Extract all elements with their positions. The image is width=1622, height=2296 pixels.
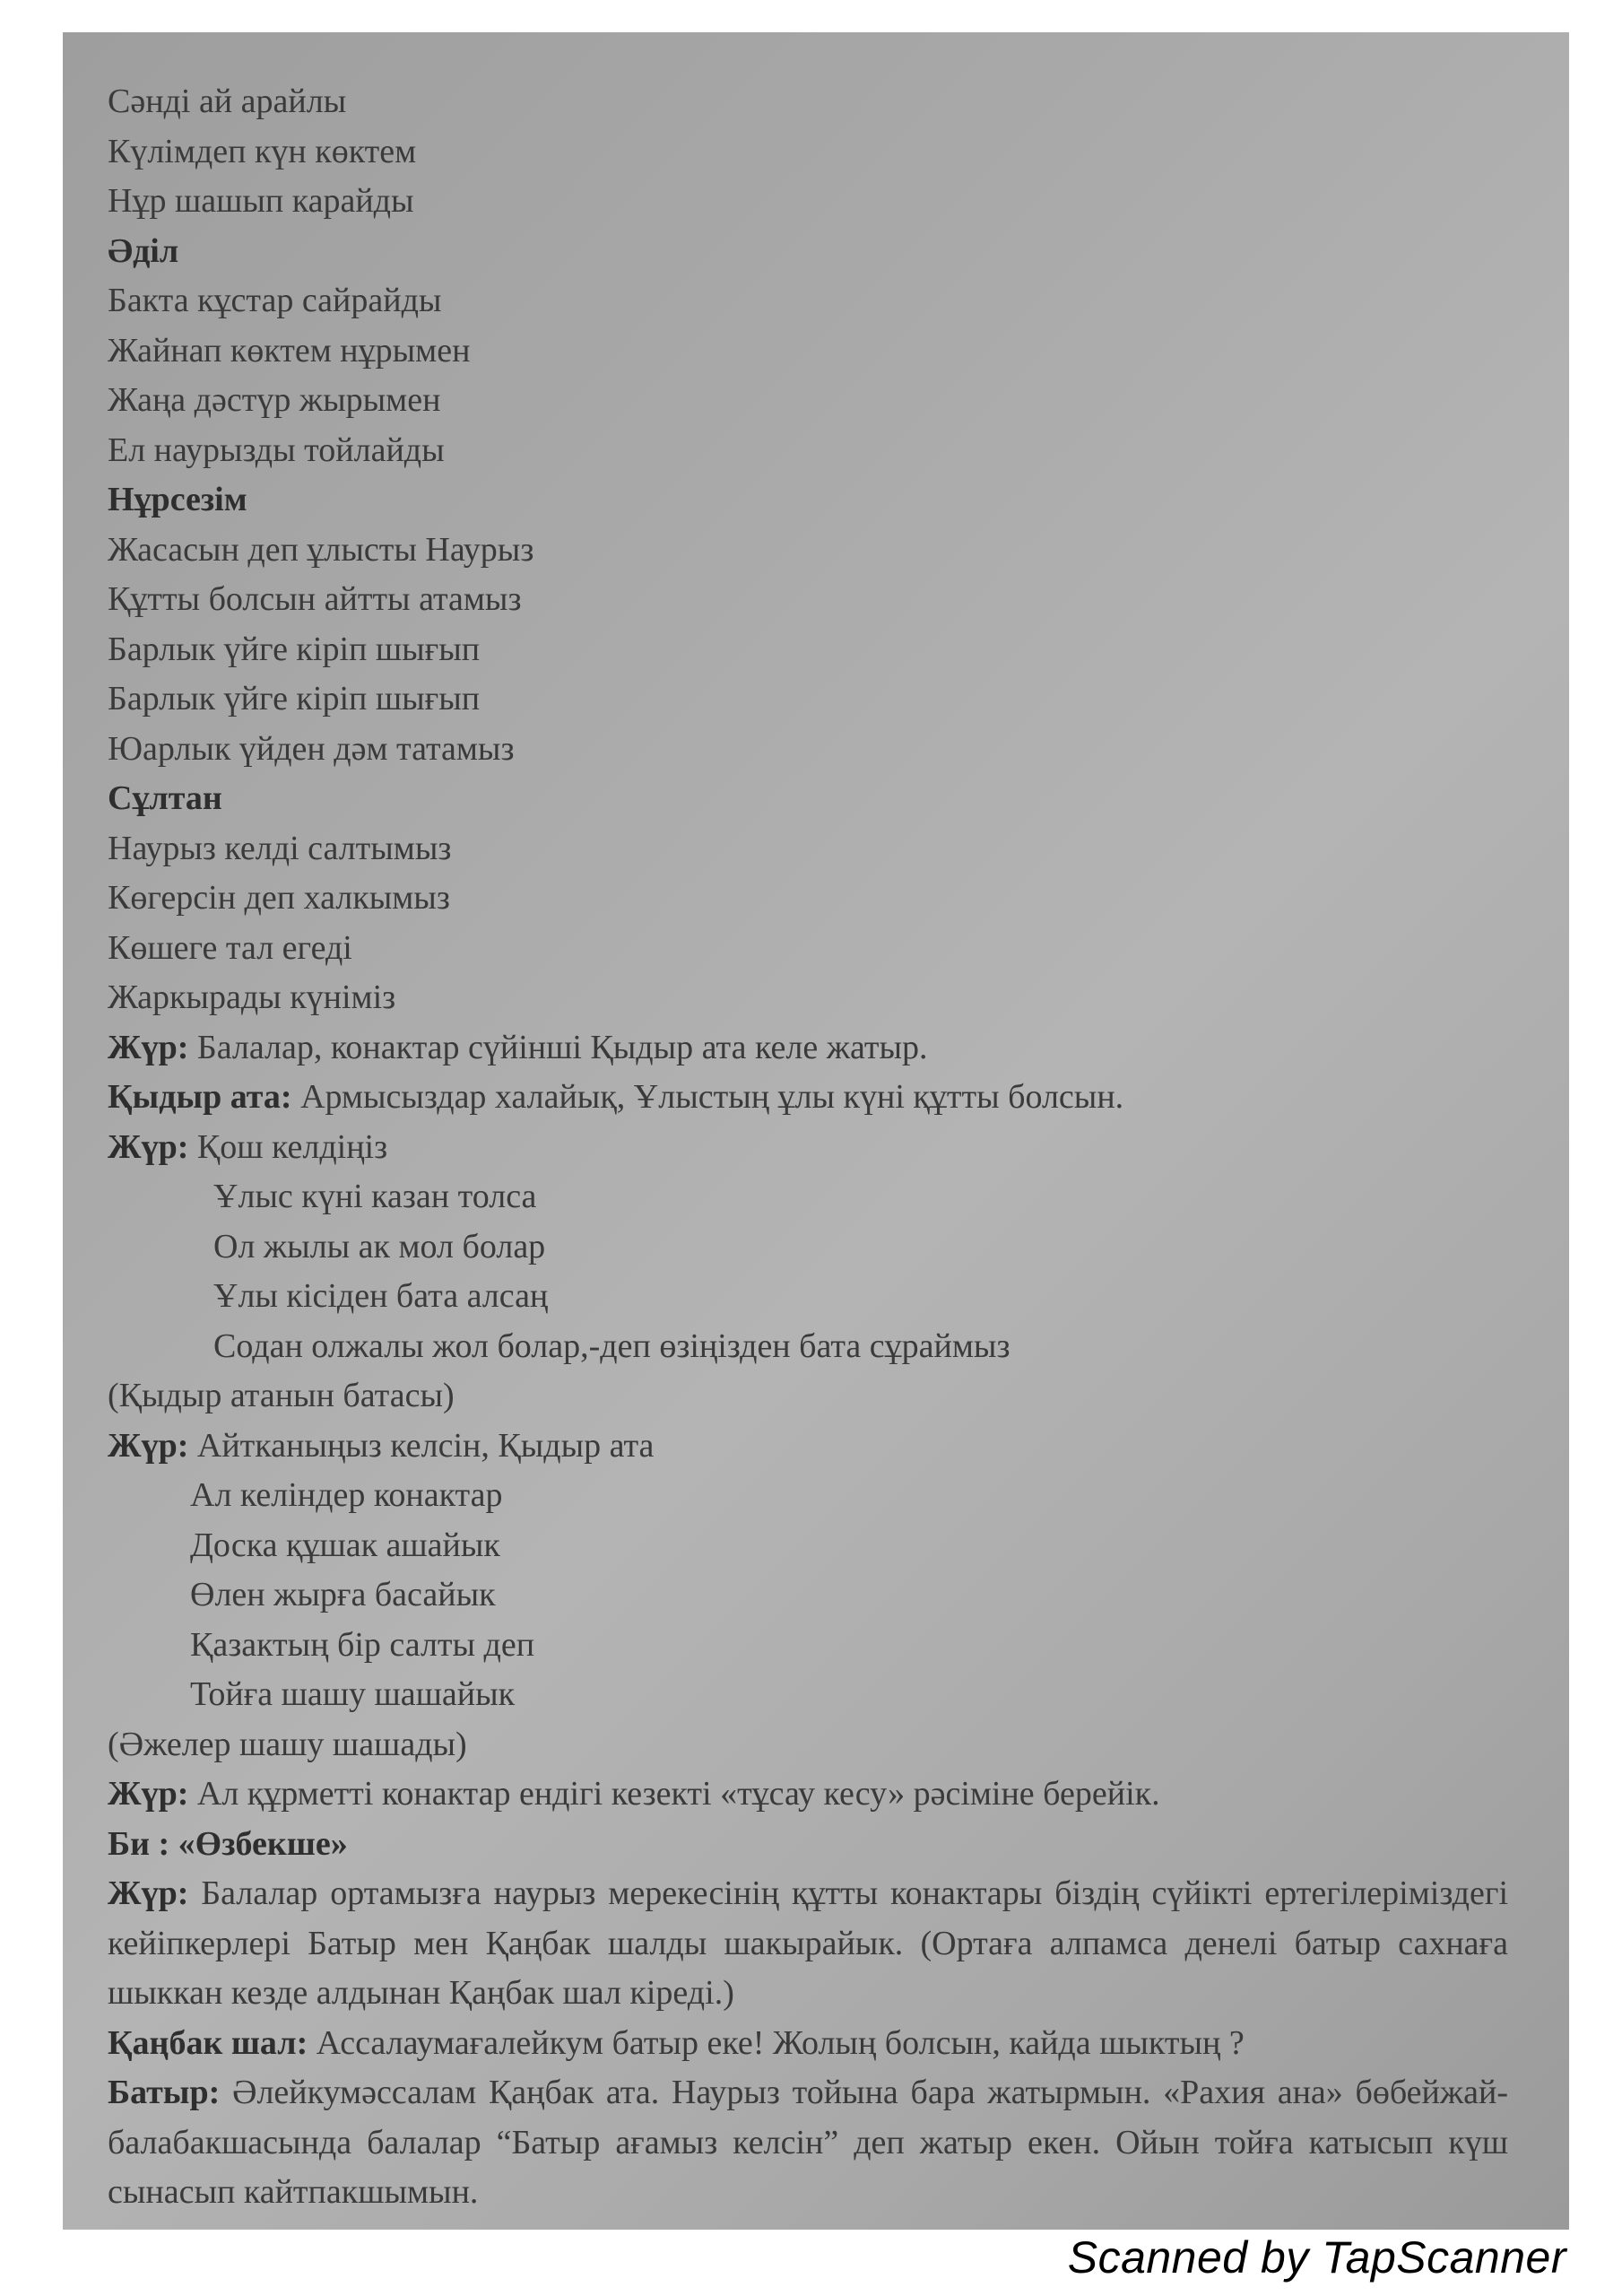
speaker-label: Жүр: [108, 1028, 189, 1066]
poem-line: Барлык үйге кіріп шығып [108, 630, 481, 668]
poem-line: Жайнап көктем нұрымен [108, 331, 471, 370]
speaker-label: Қыдыр ата: [108, 1078, 292, 1116]
poem-line: Ел наурызды тойлайды [108, 430, 445, 469]
dialogue-line [108, 1770, 1542, 1820]
verse-line: Доска құшак ашайык [190, 1526, 500, 1564]
speaker-label: Батыр: [108, 2074, 221, 2111]
poem-line: Юарлык үйден дәм татамыз [108, 729, 515, 768]
dialogue-text: Балалар ортамызға наурыз мерекесінің құтты конактары біздің сүйікті ертегілеріміздегі кейіпкерлері Батыр мен Қаңбак шалды шакырайык. (Ортаға алпамса денелі батыр сахнаға шыккан кезде алдынан Қаңбак шал кіреді.) [108, 1874, 1508, 2012]
verse-line: Ол жылы ак мол болар [213, 1227, 546, 1265]
scanned-page [63, 32, 1569, 2230]
dialogue-text: Айтканыңыз келсін, Қыдыр ата [188, 1426, 655, 1465]
dialogue-paragraph [108, 1869, 1508, 2019]
speaker-label: Жүр: [108, 1127, 189, 1166]
dialogue-line [108, 1422, 1542, 1472]
poem-line: Бакта кұстар сайрайды [108, 282, 442, 319]
poem-line: Барлык үйге кіріп шығып [108, 680, 481, 718]
dialogue-paragraph [108, 2068, 1508, 2218]
stage-direction: (Қыдыр атанын батасы) [108, 1377, 455, 1414]
document-text [108, 77, 1542, 2218]
verse-line: Содан олжалы жол болар,-деп өзіңізден бата сұраймыз [213, 1326, 1010, 1365]
poem-line: Құтты болсын айтты атамыз [108, 580, 522, 618]
poem-line: Жаңа дәстүр жырымен [108, 381, 441, 419]
dialogue-text: Қош келдіңіз [188, 1127, 388, 1166]
speaker-label: Жүр: [108, 1775, 189, 1813]
stage-direction: (Әжелер шашу шашады) [108, 1725, 467, 1763]
speaker-heading-nursezim: Нұрсезім [108, 481, 247, 518]
poem-line: Сәнді ай арайлы [108, 83, 347, 120]
speaker-heading-adil: Әділ [108, 231, 179, 270]
verse-line: Ұлыс күні казан толса [213, 1178, 537, 1215]
dialogue-text: Ал құрметті конактар ендігі кезекті «тұсау кесу» рәсіміне берейік. [188, 1775, 1160, 1813]
poem-line: Көшеге тал егеді [108, 928, 352, 967]
speaker-label: Жүр: [108, 1426, 189, 1465]
poem-line: Нұр шашып карайды [108, 182, 414, 220]
dialogue-text: Армысыздар халайық, Ұлыстың ұлы күні құтты болсын. [291, 1078, 1124, 1116]
scanner-watermark: Scanned by TapScanner [1067, 2232, 1566, 2283]
verse-line: Ұлы кісіден бата алсаң [213, 1277, 549, 1315]
dialogue-text: Ассалаумағалейкум батыр еке! Жолың болсын, кайда шыктың ? [308, 2023, 1245, 2062]
dialogue-line [108, 1123, 1542, 1173]
verse-line: Ал келіндер конактар [190, 1476, 503, 1514]
dialogue-line [108, 1023, 1542, 1074]
speaker-label: Жүр: [108, 1874, 189, 1912]
verse-line: Тойға шашу шашайык [190, 1675, 516, 1713]
poem-line: Жасасын деп ұлысты Наурыз [108, 530, 534, 569]
poem-line: Жаркырады күніміз [108, 978, 396, 1016]
dialogue-paragraph [108, 2019, 1508, 2069]
verse-line: Қазактың бір салты деп [190, 1625, 535, 1664]
poem-line: Күлімдеп күн көктем [108, 132, 417, 170]
dance-heading: Би : «Өзбекше» [108, 1824, 348, 1863]
poem-line: Көгерсін деп халкымыз [108, 879, 450, 917]
dialogue-text: Балалар, конактар сүйінші Қыдыр ата келе жатыр. [188, 1028, 928, 1066]
poem-line: Наурыз келді салтымыз [108, 829, 452, 867]
speaker-heading-sultan: Сұлтан [108, 779, 222, 817]
verse-line: Өлен жырға басайык [190, 1576, 496, 1613]
dialogue-text: Әлейкумәссалам Қаңбак ата. Наурыз тойына бара жатырмын. «Рахия ана» бөбейжай-балабакшасында балалар “Батыр ағамыз келсін” деп жатыр екен. Ойын тойға катысып күш сынасып кайтпакшымын. [108, 2074, 1508, 2211]
speaker-label: Қаңбак шал: [108, 2023, 308, 2062]
dialogue-line [108, 1073, 1542, 1123]
